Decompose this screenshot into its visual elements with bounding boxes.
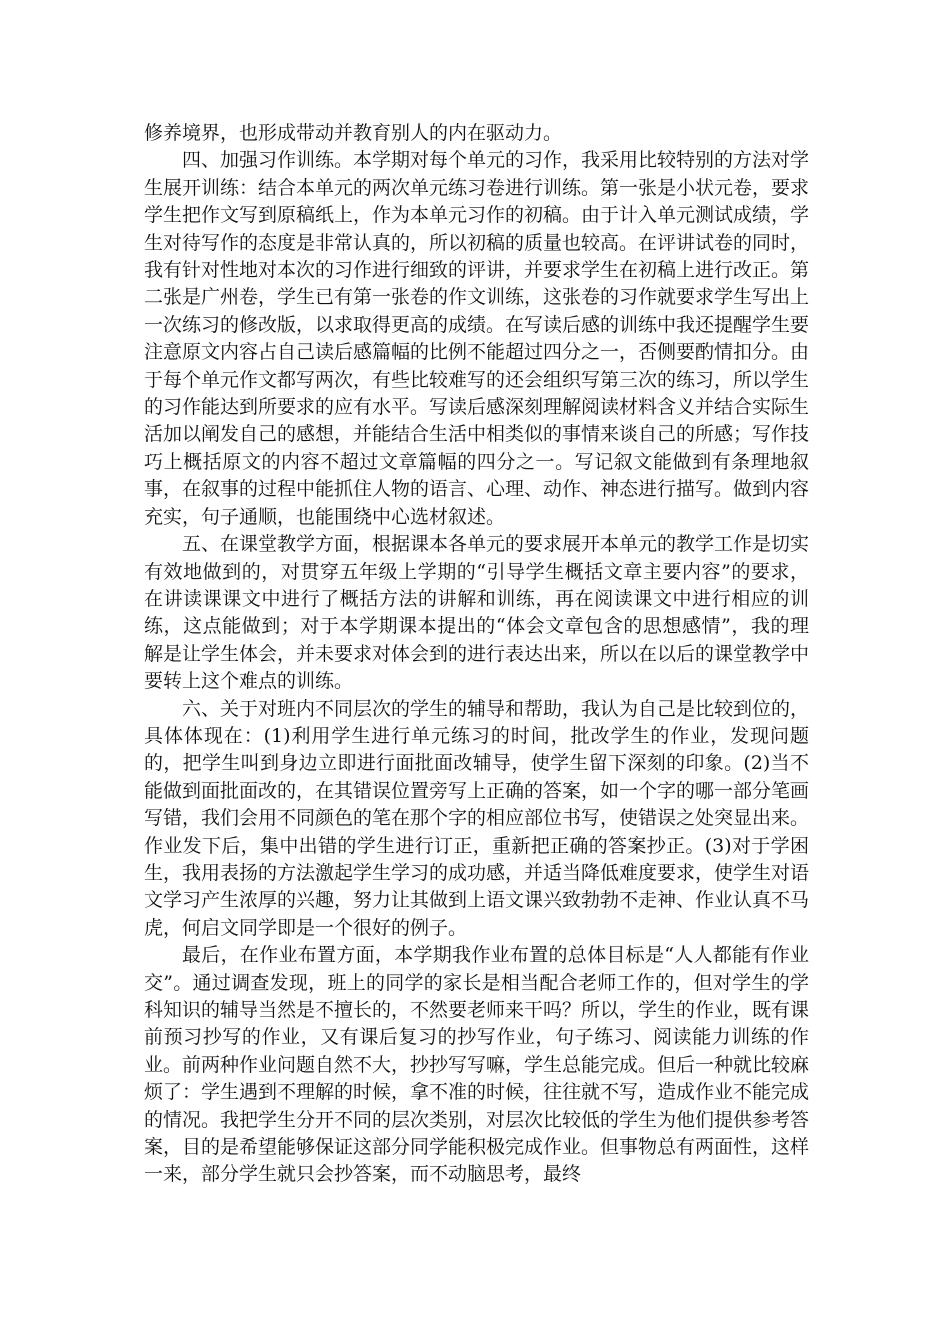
document-body — [144, 120, 809, 1189]
paragraph-continuation: 修养境界，也形成带动并教育别人的内在驱动力。 — [144, 122, 563, 144]
paragraph-writing-training: 四、加强习作训练。本学期对每个单元的习作，我采用比较特别的方法对学生展开训练：结合本单元的两次单元练习卷进行训练。第一张是小状元卷，要求学生把作文写到原稿纸上，作为本单元习作的初稿。由于计入单元测试成绩，学生对待写作的态度是非常认真的，所以初稿的质量也较高。在评讲试卷的同时，我有针对性地对本次的习作进行细致的评讲，并要求学生在初稿上进行改正。第二张是广州卷，学生已有第一张卷的作文训练，这张卷的习作就要求学生写出上一次练习的修改版，以求取得更高的成绩。在写读后感的训练中我还提醒学生要注意原文内容占自己读后感篇幅的比例不能超过四分之一，否侧要酌情扣分。由于每个单元作文都写两次，有些比较难写的还会组织写第三次的练习，所以学生的习作能达到所要求的应有水平。写读后感深刻理解阅读材料含义并结合实际生活加以阐发自己的感想，并能结合生活中相类似的事情来谈自己的所感；写作技巧上概括原文的内容不超过文章篇幅的四分之一。写记叙文能做到有条理地叙事，在叙事的过程中能抓住人物的语言、心理、动作、神态进行描写。做到内容充实，句子通顺，也能围绕中心选材叙述。 — [144, 149, 810, 528]
paragraph-student-tutoring: 六、关于对班内不同层次的学生的辅导和帮助，我认为自己是比较到位的，具体体现在：(1)利用学生进行单元练习的时间，批改学生的作业，发现问题的，把学生叫到身边立即进行面批面改辅导，使学生留下深刻的印象。(2)当不能做到面批面改的，在其错误位置旁写上正确的答案，如一个字的哪一部分笔画写错，我们会用不同颜色的笔在那个字的相应部位书写，使错误之处突显出来。作业发下后，集中出错的学生进行订正，重新把正确的答案抄正。(3)对于学困生，我用表扬的方法激起学生学习的成功感，并适当降低难度要求，使学生对语文学习产生浓厚的兴趣，努力让其做到上语文课兴致勃勃不走神、作业认真不马虎，何启文同学即是一个很好的例子。 — [144, 697, 810, 939]
paragraph-homework: 最后，在作业布置方面，本学期我作业布置的总体目标是“人人都能有作业交”。通过调查发现，班上的同学的家长是相当配合老师工作的，但对学生的学科知识的辅导当然是不擅长的，不然要老师来干吗？所以，学生的作业，既有课前预习抄写的作业，又有课后复习的抄写作业，句子练习、阅读能力训练的作业。前两种作业问题自然不大，抄抄写写嘛，学生总能完成。但后一种就比较麻烦了：学生遇到不理解的时候，拿不准的时候，往往就不写，造成作业不能完成的情况。我把学生分开不同的层次类别，对层次比较低的学生为他们提供参考答案，目的是希望能够保证这部分同学能积极完成作业。但事物总有两面性，这样一来，部分学生就只会抄答案，而不动脑思考，最终 — [144, 944, 810, 1186]
paragraph-classroom-teaching: 五、在课堂教学方面，根据课本各单元的要求展开本单元的教学工作是切实有效地做到的，对贯穿五年级上学期的“引导学生概括文章主要内容”的要求，在讲读课课文中进行了概括方法的讲解和训练，再在阅读课文中进行相应的训练，这点能做到；对于本学期课本提出的“体会文章包含的思想感情”，我的理解是让学生体会，并未要求对体会到的进行表达出来，所以在以后的课堂教学中要转上这个难点的训练。 — [144, 533, 810, 693]
